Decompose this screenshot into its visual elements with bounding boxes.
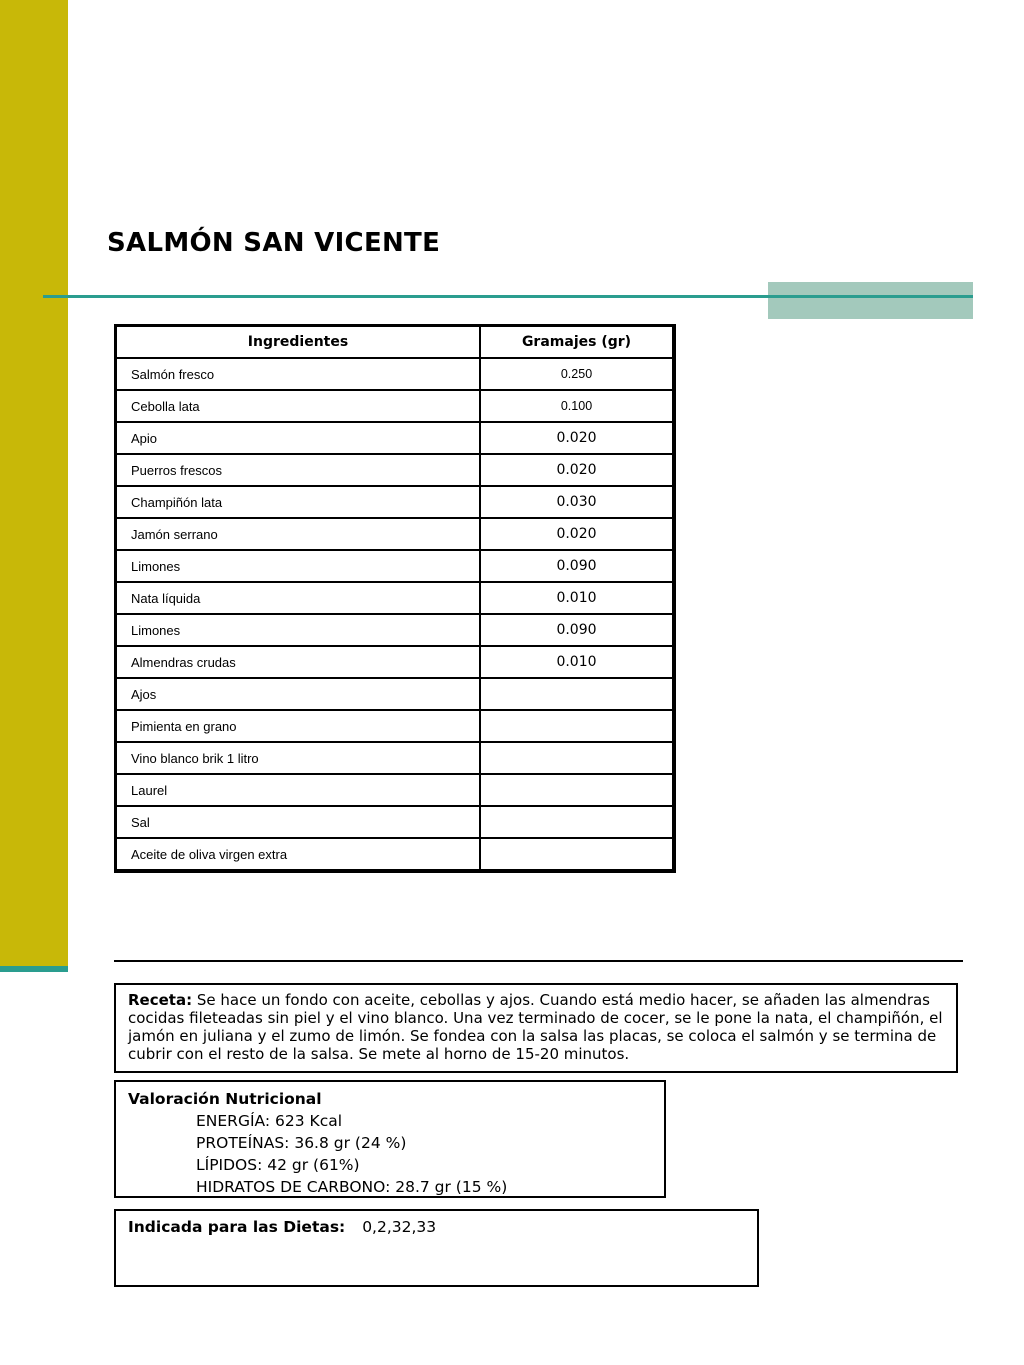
ingredients-table xyxy=(114,324,676,873)
nutrition-lipids: LÍPIDOS: 42 gr (61%) xyxy=(196,1156,360,1174)
ingredient-grams xyxy=(481,775,672,807)
diets-value: 0,2,32,33 xyxy=(362,1218,437,1236)
ingredient-name: Sal xyxy=(117,807,481,839)
ingredient-name: Limones xyxy=(117,615,481,647)
diets-box xyxy=(114,1209,759,1287)
table-row xyxy=(117,455,672,487)
title-divider xyxy=(43,295,973,298)
ingredient-grams: 0.030 xyxy=(481,487,672,519)
ingredient-grams xyxy=(481,807,672,839)
table-header-row xyxy=(117,327,672,359)
ingredient-name: Aceite de oliva virgen extra xyxy=(117,839,481,869)
ingredient-grams: 0.090 xyxy=(481,615,672,647)
ingredient-grams xyxy=(481,711,672,743)
table-row xyxy=(117,519,672,551)
ingredient-name: Jamón serrano xyxy=(117,519,481,551)
recipe-box xyxy=(114,983,958,1073)
ingredient-name: Pimienta en grano xyxy=(117,711,481,743)
table-row xyxy=(117,551,672,583)
nutrition-box xyxy=(114,1080,666,1198)
ingredient-name: Apio xyxy=(117,423,481,455)
table-row xyxy=(117,423,672,455)
ingredient-grams: 0.020 xyxy=(481,519,672,551)
table-row xyxy=(117,839,672,869)
ingredient-name: Cebolla lata xyxy=(117,391,481,423)
table-row xyxy=(117,775,672,807)
header-gramajes: Gramajes (gr) xyxy=(481,327,672,359)
diets-label: Indicada para las Dietas: xyxy=(128,1218,346,1236)
title-accent-block xyxy=(768,282,973,319)
ingredient-name: Salmón fresco xyxy=(117,359,481,391)
ingredient-grams xyxy=(481,743,672,775)
table-row xyxy=(117,615,672,647)
section-divider xyxy=(114,960,963,962)
table-row xyxy=(117,711,672,743)
header-ingredientes: Ingredientes xyxy=(117,327,481,359)
table-row xyxy=(117,583,672,615)
ingredient-name: Champiñón lata xyxy=(117,487,481,519)
table-row xyxy=(117,743,672,775)
table-row xyxy=(117,679,672,711)
ingredient-grams: 0.100 xyxy=(481,391,672,423)
ingredient-grams: 0.090 xyxy=(481,551,672,583)
ingredient-grams: 0.010 xyxy=(481,647,672,679)
recipe-label: Receta: xyxy=(128,991,193,1009)
page-title: SALMÓN SAN VICENTE xyxy=(107,228,441,258)
ingredient-grams: 0.020 xyxy=(481,455,672,487)
ingredient-grams: 0.020 xyxy=(481,423,672,455)
ingredient-grams xyxy=(481,839,672,869)
ingredient-name: Limones xyxy=(117,551,481,583)
side-accent-bar-foot xyxy=(0,966,68,972)
table-row xyxy=(117,487,672,519)
table-row xyxy=(117,391,672,423)
table-row xyxy=(117,647,672,679)
nutrition-proteins: PROTEÍNAS: 36.8 gr (24 %) xyxy=(196,1134,407,1152)
ingredient-grams: 0.250 xyxy=(481,359,672,391)
ingredient-grams xyxy=(481,679,672,711)
ingredient-grams: 0.010 xyxy=(481,583,672,615)
ingredient-name: Almendras crudas xyxy=(117,647,481,679)
nutrition-label: Valoración Nutricional xyxy=(128,1090,322,1108)
ingredient-name: Vino blanco brik 1 litro xyxy=(117,743,481,775)
ingredient-name: Ajos xyxy=(117,679,481,711)
ingredient-name: Nata líquida xyxy=(117,583,481,615)
nutrition-energy: ENERGÍA: 623 Kcal xyxy=(196,1112,343,1130)
ingredient-name: Puerros frescos xyxy=(117,455,481,487)
table-row xyxy=(117,807,672,839)
ingredient-name: Laurel xyxy=(117,775,481,807)
side-accent-bar xyxy=(0,0,68,968)
recipe-text: Se hace un fondo con aceite, cebollas y ajos. Cuando está medio hacer, se añaden las almendras cocidas fileteadas sin piel y el vino blanco. Una vez terminado de cocer, se le pone la nata, el champiñón, el jamón en juliana y el zumo de limón. Se fondea con la salsa las placas, se coloca el salmón y se termina de cubrir con el resto de la salsa. Se mete al horno de 15-20 minutos. xyxy=(128,991,943,1063)
table-row xyxy=(117,359,672,391)
nutrition-carbs: HIDRATOS DE CARBONO: 28.7 gr (15 %) xyxy=(196,1178,508,1196)
